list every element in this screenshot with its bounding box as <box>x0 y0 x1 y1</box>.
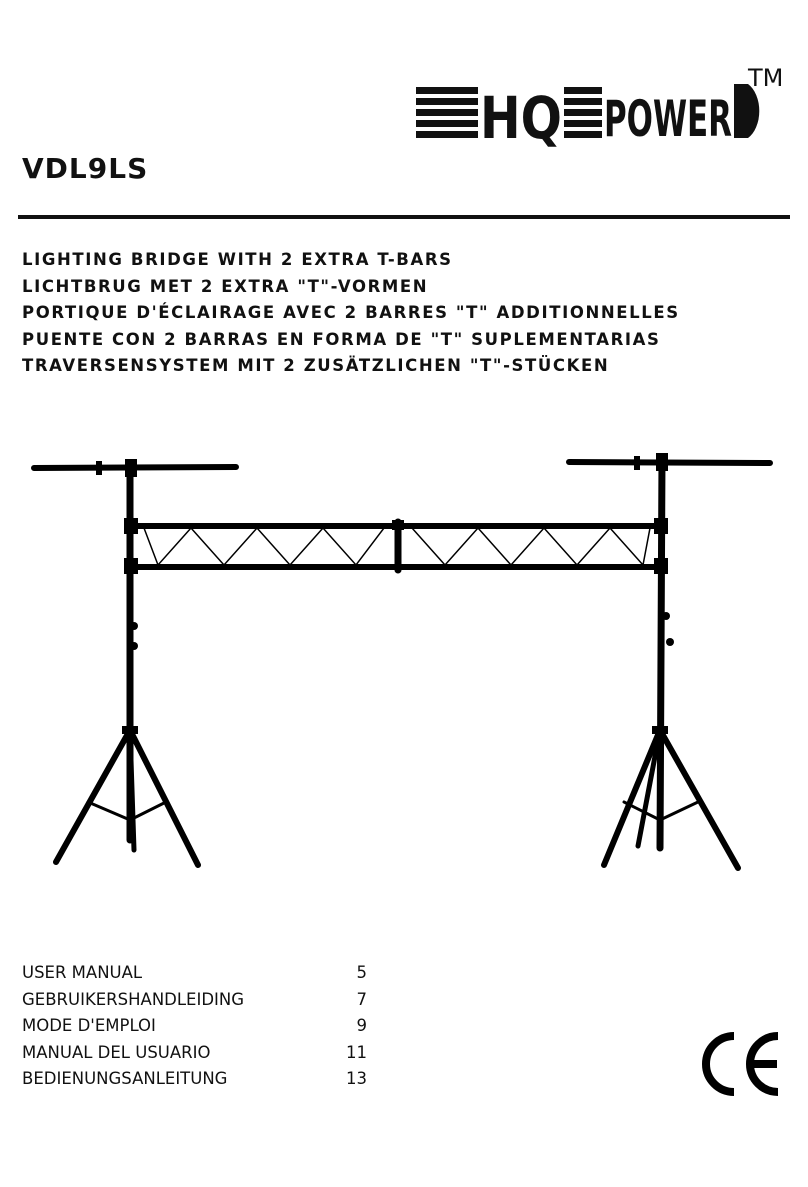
ce-mark-icon <box>698 1030 783 1098</box>
toc-page: 11 <box>346 1042 367 1062</box>
logo-text-power: POWER <box>604 90 732 148</box>
trademark-symbol: TM <box>748 64 784 92</box>
title-dutch: LICHTBRUG MET 2 EXTRA "T"-VORMEN <box>22 276 429 296</box>
model-number: VDL9LS <box>22 152 149 185</box>
toc-entry-user-manual[interactable] <box>22 960 367 987</box>
toc-entry-manual-del-usuario[interactable] <box>22 1040 367 1067</box>
toc-page: 7 <box>356 989 367 1009</box>
title-spanish: PUENTE CON 2 BARRAS EN FORMA DE "T" SUPLEMENTARIAS <box>22 329 661 349</box>
toc-entry-mode-demploi[interactable] <box>22 1013 367 1040</box>
hq-power-logo <box>416 60 790 150</box>
toc-label: BEDIENUNGSANLEITUNG <box>22 1069 228 1088</box>
toc-entry-gebruikershandleiding[interactable] <box>22 987 367 1014</box>
toc-label: MODE D'EMPLOI <box>22 1016 156 1035</box>
toc-entry-bedienungsanleitung[interactable] <box>22 1066 367 1093</box>
title-english: LIGHTING BRIDGE WITH 2 EXTRA T-BARS <box>22 250 453 269</box>
header-divider <box>18 215 790 219</box>
lighting-bridge-illustration <box>26 450 786 880</box>
logo-text-hq: HQ <box>480 84 562 152</box>
product-title-list <box>22 247 680 380</box>
toc-label: USER MANUAL <box>22 963 143 982</box>
toc-label: GEBRUIKERSHANDLEIDING <box>22 989 245 1009</box>
title-german: TRAVERSENSYSTEM MIT 2 ZUSÄTZLICHEN "T"-STÜCKEN <box>22 356 610 375</box>
table-of-contents <box>22 960 367 1093</box>
title-french: PORTIQUE D'ÉCLAIRAGE AVEC 2 BARRES "T" ADDITIONNELLES <box>22 303 680 322</box>
toc-page: 9 <box>356 1016 367 1035</box>
toc-page: 5 <box>356 963 367 982</box>
toc-page: 13 <box>346 1069 367 1088</box>
toc-label: MANUAL DEL USUARIO <box>22 1042 211 1062</box>
